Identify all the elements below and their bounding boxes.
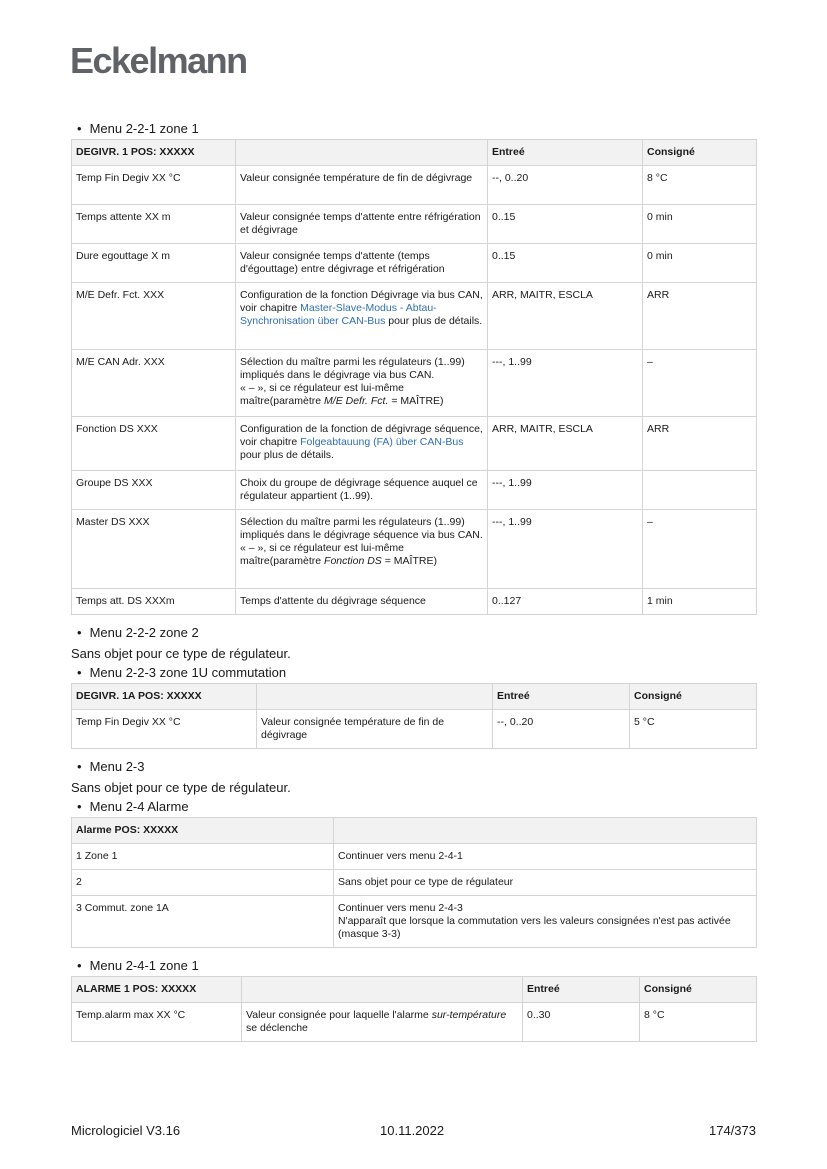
param-name: Master DS XXX: [72, 510, 236, 589]
desc-text: = MAÎTRE): [381, 555, 437, 567]
param-name: Fonction DS XXX: [72, 417, 236, 471]
section-title-menu-2-2-3: • Menu 2-2-3 zone 1U commutation: [77, 664, 756, 682]
desc-text: Sélection du maître parmi les régulateurs (1..99) impliqués dans le dégivrage séquence via bus CAN.: [240, 516, 483, 541]
param-value: 0 min: [643, 244, 757, 283]
param-desc: Temps d'attente du dégivrage séquence: [236, 589, 488, 615]
param-name: Dure egouttage X m: [72, 244, 236, 283]
menu-item-name: 3 Commut. zone 1A: [72, 896, 334, 948]
table-row: [72, 244, 757, 283]
table-row: [72, 166, 757, 205]
header-cell: Entreé: [488, 140, 643, 166]
desc-text: N'apparaît que lorsque la commutation vers les valeurs consignées n'est pas activée (masque 3-3): [338, 915, 731, 940]
param-desc: Valeur consignée temps d'attente (temps d'égouttage) entre dégivrage et réfrigération: [236, 244, 488, 283]
param-value: 0 min: [643, 205, 757, 244]
param-name: M/E Defr. Fct. XXX: [72, 283, 236, 350]
param-desc: Valeur consignée température de fin de dégivrage: [257, 710, 493, 749]
section-title-menu-2-2-2: • Menu 2-2-2 zone 2: [77, 624, 756, 642]
header-cell: ALARME 1 POS: XXXXX: [72, 977, 242, 1003]
menu-item-desc: Sans objet pour ce type de régulateur: [334, 870, 757, 896]
param-value: 1 min: [643, 589, 757, 615]
param-range: 0..15: [488, 205, 643, 244]
param-range: ---, 1..99: [488, 510, 643, 589]
table-menu-2-4-1: [71, 976, 757, 1042]
param-range: --, 0..20: [488, 166, 643, 205]
chapter-link[interactable]: Master-Slave-Modus - Abtau-Synchronisation über CAN-Bus: [240, 302, 437, 327]
param-range: 0..30: [523, 1003, 640, 1042]
param-desc: [236, 350, 488, 417]
header-cell: Consigné: [643, 140, 757, 166]
table-menu-2-4: [71, 817, 757, 948]
section-title-menu-2-4-1: • Menu 2-4-1 zone 1: [77, 957, 756, 975]
footer-date: 10.11.2022: [380, 1123, 445, 1138]
param-range: ARR, MAITR, ESCLA: [488, 283, 643, 350]
section-title-menu-2-3: • Menu 2-3: [77, 758, 756, 776]
param-desc: [236, 417, 488, 471]
table-header-row: [72, 684, 757, 710]
param-desc: [236, 510, 488, 589]
table-row: [72, 283, 757, 350]
menu-item-desc: [334, 896, 757, 948]
header-cell: Entreé: [523, 977, 640, 1003]
table-row: [72, 417, 757, 471]
desc-text: « – », si ce régulateur est lui-même maître(paramètre: [240, 382, 404, 407]
param-value: –: [643, 510, 757, 589]
desc-text: se déclenche: [246, 1022, 308, 1034]
table-row: [72, 844, 757, 870]
desc-text: Continuer vers menu 2-4-3: [338, 902, 463, 914]
desc-text: pour plus de détails.: [385, 315, 483, 327]
param-desc: Valeur consignée temps d'attente entre réfrigération et dégivrage: [236, 205, 488, 244]
param-name: Temps att. DS XXXm: [72, 589, 236, 615]
menu-item-desc: Continuer vers menu 2-4-1: [334, 844, 757, 870]
company-logo: Eckelmann: [70, 40, 247, 81]
header-cell: Consigné: [630, 684, 757, 710]
param-range: ---, 1..99: [488, 350, 643, 417]
desc-text: Configuration de la fonction Dégivrage via bus CAN, voir chapitre: [240, 289, 483, 314]
footer-firmware: Micrologiciel V3.16: [71, 1123, 181, 1138]
desc-text: = MAÎTRE): [388, 395, 444, 407]
param-desc: Choix du groupe de dégivrage séquence auquel ce régulateur appartient (1..99).: [236, 471, 488, 510]
desc-text: Configuration de la fonction de dégivrage séquence, voir chapitre: [240, 423, 483, 448]
param-range: 0..127: [488, 589, 643, 615]
table-row: [72, 896, 757, 948]
header-cell: [242, 977, 523, 1003]
desc-text: Valeur consignée pour laquelle l'alarme: [246, 1009, 432, 1021]
param-range: --, 0..20: [493, 710, 630, 749]
param-range: 0..15: [488, 244, 643, 283]
desc-emphasis: sur-température: [431, 1009, 507, 1021]
header-cell: DEGIVR. 1A POS: XXXXX: [72, 684, 257, 710]
section-title-menu-2-4: • Menu 2-4 Alarme: [77, 798, 756, 816]
section-title-menu-2-2-1: • Menu 2-2-1 zone 1: [77, 120, 756, 138]
table-header-row: [72, 977, 757, 1003]
param-desc: [236, 283, 488, 350]
table-row: [72, 589, 757, 615]
param-value: –: [643, 350, 757, 417]
param-value: 8 °C: [640, 1003, 757, 1042]
param-name: M/E CAN Adr. XXX: [72, 350, 236, 417]
table-row: [72, 510, 757, 589]
param-name: Temps attente XX m: [72, 205, 236, 244]
menu-item-name: 1 Zone 1: [72, 844, 334, 870]
param-range: ARR, MAITR, ESCLA: [488, 417, 643, 471]
desc-text: pour plus de détails.: [240, 449, 334, 461]
param-value: 5 °C: [630, 710, 757, 749]
param-name: Temp Fin Degiv XX °C: [72, 166, 236, 205]
param-desc: Valeur consignée température de fin de dégivrage: [236, 166, 488, 205]
footer-page-number: 174/373: [709, 1123, 756, 1138]
param-value: 8 °C: [643, 166, 757, 205]
param-name: Temp Fin Degiv XX °C: [72, 710, 257, 749]
desc-text: Sélection du maître parmi les régulateurs (1..99) impliqués dans le dégivrage via bus CAN.: [240, 356, 465, 381]
table-row: [72, 1003, 757, 1042]
param-name: Groupe DS XXX: [72, 471, 236, 510]
section-note: Sans objet pour ce type de régulateur.: [71, 780, 291, 795]
param-value: ARR: [643, 283, 757, 350]
param-value: ARR: [643, 417, 757, 471]
table-row: [72, 205, 757, 244]
table-row: [72, 350, 757, 417]
table-row: [72, 471, 757, 510]
param-name: Temp.alarm max XX °C: [72, 1003, 242, 1042]
param-value: [643, 471, 757, 510]
table-row: [72, 870, 757, 896]
section-note: Sans objet pour ce type de régulateur.: [71, 646, 291, 661]
table-row: [72, 710, 757, 749]
table-header-row: [72, 140, 757, 166]
header-cell: [334, 818, 757, 844]
chapter-link[interactable]: Folgeabtauung (FA) über CAN-Bus: [300, 436, 464, 448]
desc-param-ref: Fonction DS: [324, 555, 382, 567]
desc-param-ref: M/E Defr. Fct.: [324, 395, 389, 407]
desc-text: « – », si ce régulateur est lui-même maître(paramètre: [240, 542, 404, 567]
table-header-row: [72, 818, 757, 844]
header-cell: DEGIVR. 1 POS: XXXXX: [72, 140, 236, 166]
param-range: ---, 1..99: [488, 471, 643, 510]
param-desc: [242, 1003, 523, 1042]
header-cell: Entreé: [493, 684, 630, 710]
table-menu-2-2-3: [71, 683, 757, 749]
header-cell: [257, 684, 493, 710]
menu-item-name: 2: [72, 870, 334, 896]
page-content: [71, 120, 756, 1051]
header-cell: Alarme POS: XXXXX: [72, 818, 334, 844]
header-cell: Consigné: [640, 977, 757, 1003]
table-menu-2-2-1: [71, 139, 757, 615]
header-cell: [236, 140, 488, 166]
